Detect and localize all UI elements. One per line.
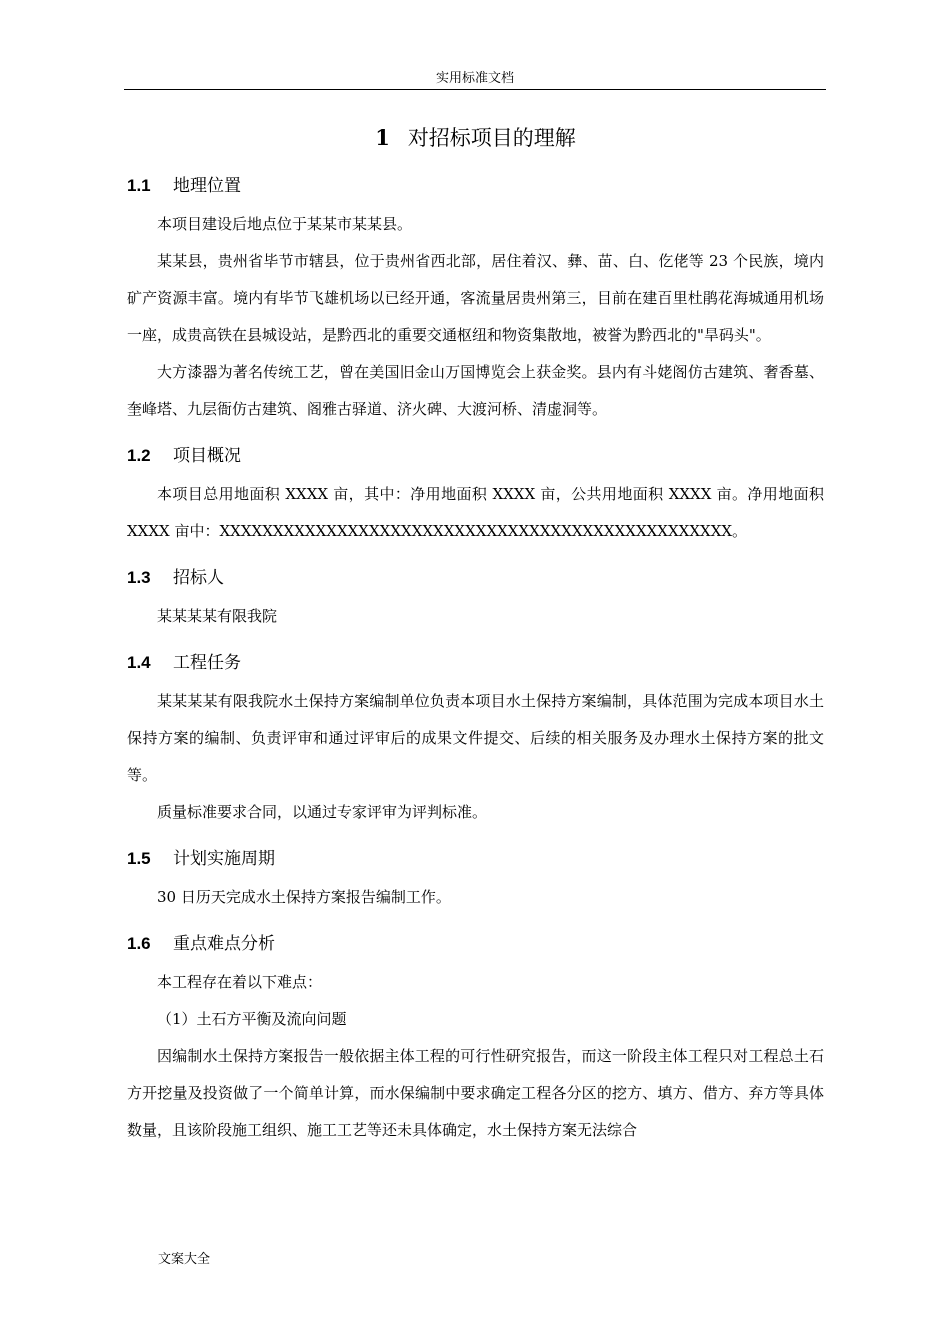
paragraph: 某某某某有限我院: [157, 607, 278, 625]
chapter-title: 对招标项目的理解: [407, 126, 576, 150]
section-title: 工程任务: [173, 653, 241, 673]
paragraph: 某某县，贵州省毕节市辖县，位于贵州省西北部，居住着汉、彝、苗、白、仡佬等 23 个民族，境内矿产资源丰富。境内有毕节飞雄机场以已经开通，客流量居贵州第三，目前在建百里杜鹃花海城通用机场一座，成贵高铁在县城设站，是黔西北的重要交通枢纽和物资集散地，被誉为黔西北的"旱码头"。: [127, 252, 824, 344]
paragraph: 本项目建设后地点位于某某市某某县。: [157, 215, 413, 233]
chapter-heading: [127, 118, 824, 158]
paragraph: 30 日历天完成水土保持方案报告编制工作。: [157, 888, 451, 906]
section-title: 招标人: [173, 568, 224, 588]
section-heading-1-5: [127, 845, 824, 873]
document-body: [127, 118, 824, 1149]
section-number: 1.1: [127, 176, 151, 195]
section-number: 1.4: [127, 653, 151, 672]
section-number: 1.5: [127, 849, 151, 868]
paragraph: 本工程存在着以下难点：: [157, 973, 323, 991]
chapter-number: 1: [375, 125, 390, 150]
paragraph: 某某某某有限我院水土保持方案编制单位负责本项目水土保持方案编制，具体范围为完成本项目水土保持方案的编制、负责评审和通过评审后的成果文件提交、后续的相关服务及办理水土保持方案的批文等。: [127, 692, 824, 784]
header-divider: [124, 89, 826, 90]
page-footer: 文案大全: [158, 1252, 211, 1267]
section-title: 项目概况: [173, 446, 241, 466]
section-heading-1-4: [127, 649, 824, 677]
section-number: 1.6: [127, 934, 151, 953]
section-title: 计划实施周期: [173, 849, 275, 869]
section-heading-1-2: [127, 442, 824, 470]
section-heading-1-6: [127, 930, 824, 958]
section-title: 地理位置: [173, 176, 241, 196]
paragraph: 本项目总用地面积 XXXX 亩，其中：净用地面积 XXXX 亩，公共用地面积 XXXX 亩。净用地面积 XXXX 亩中：XXXXXXXXXXXXXXXXXXXXXXXXXXXXXXXXXXXXXXXXXXXXXXXX。: [127, 485, 824, 540]
paragraph: 大方漆器为著名传统工艺，曾在美国旧金山万国博览会上获金奖。县内有斗姥阁仿古建筑、奢香墓、奎峰塔、九层衙仿古建筑、阁雅古驿道、济火碑、大渡河桥、清虚洞等。: [127, 363, 824, 418]
section-heading-1-1: [127, 172, 824, 200]
section-number: 1.3: [127, 568, 151, 587]
section-title: 重点难点分析: [173, 934, 275, 954]
paragraph: 质量标准要求合同，以通过专家评审为评判标准。: [157, 803, 488, 821]
section-number: 1.2: [127, 446, 151, 465]
paragraph: 因编制水土保持方案报告一般依据主体工程的可行性研究报告，而这一阶段主体工程只对工程总土石方开挖量及投资做了一个简单计算，而水保编制中要求确定工程各分区的挖方、填方、借方、弃方等具体数量，且该阶段施工组织、施工工艺等还未具体确定，水土保持方案无法综合: [127, 1047, 824, 1139]
page-header: 实用标准文档: [435, 71, 514, 86]
list-item: （1）土石方平衡及流向问题: [157, 1010, 347, 1028]
section-heading-1-3: [127, 564, 824, 592]
